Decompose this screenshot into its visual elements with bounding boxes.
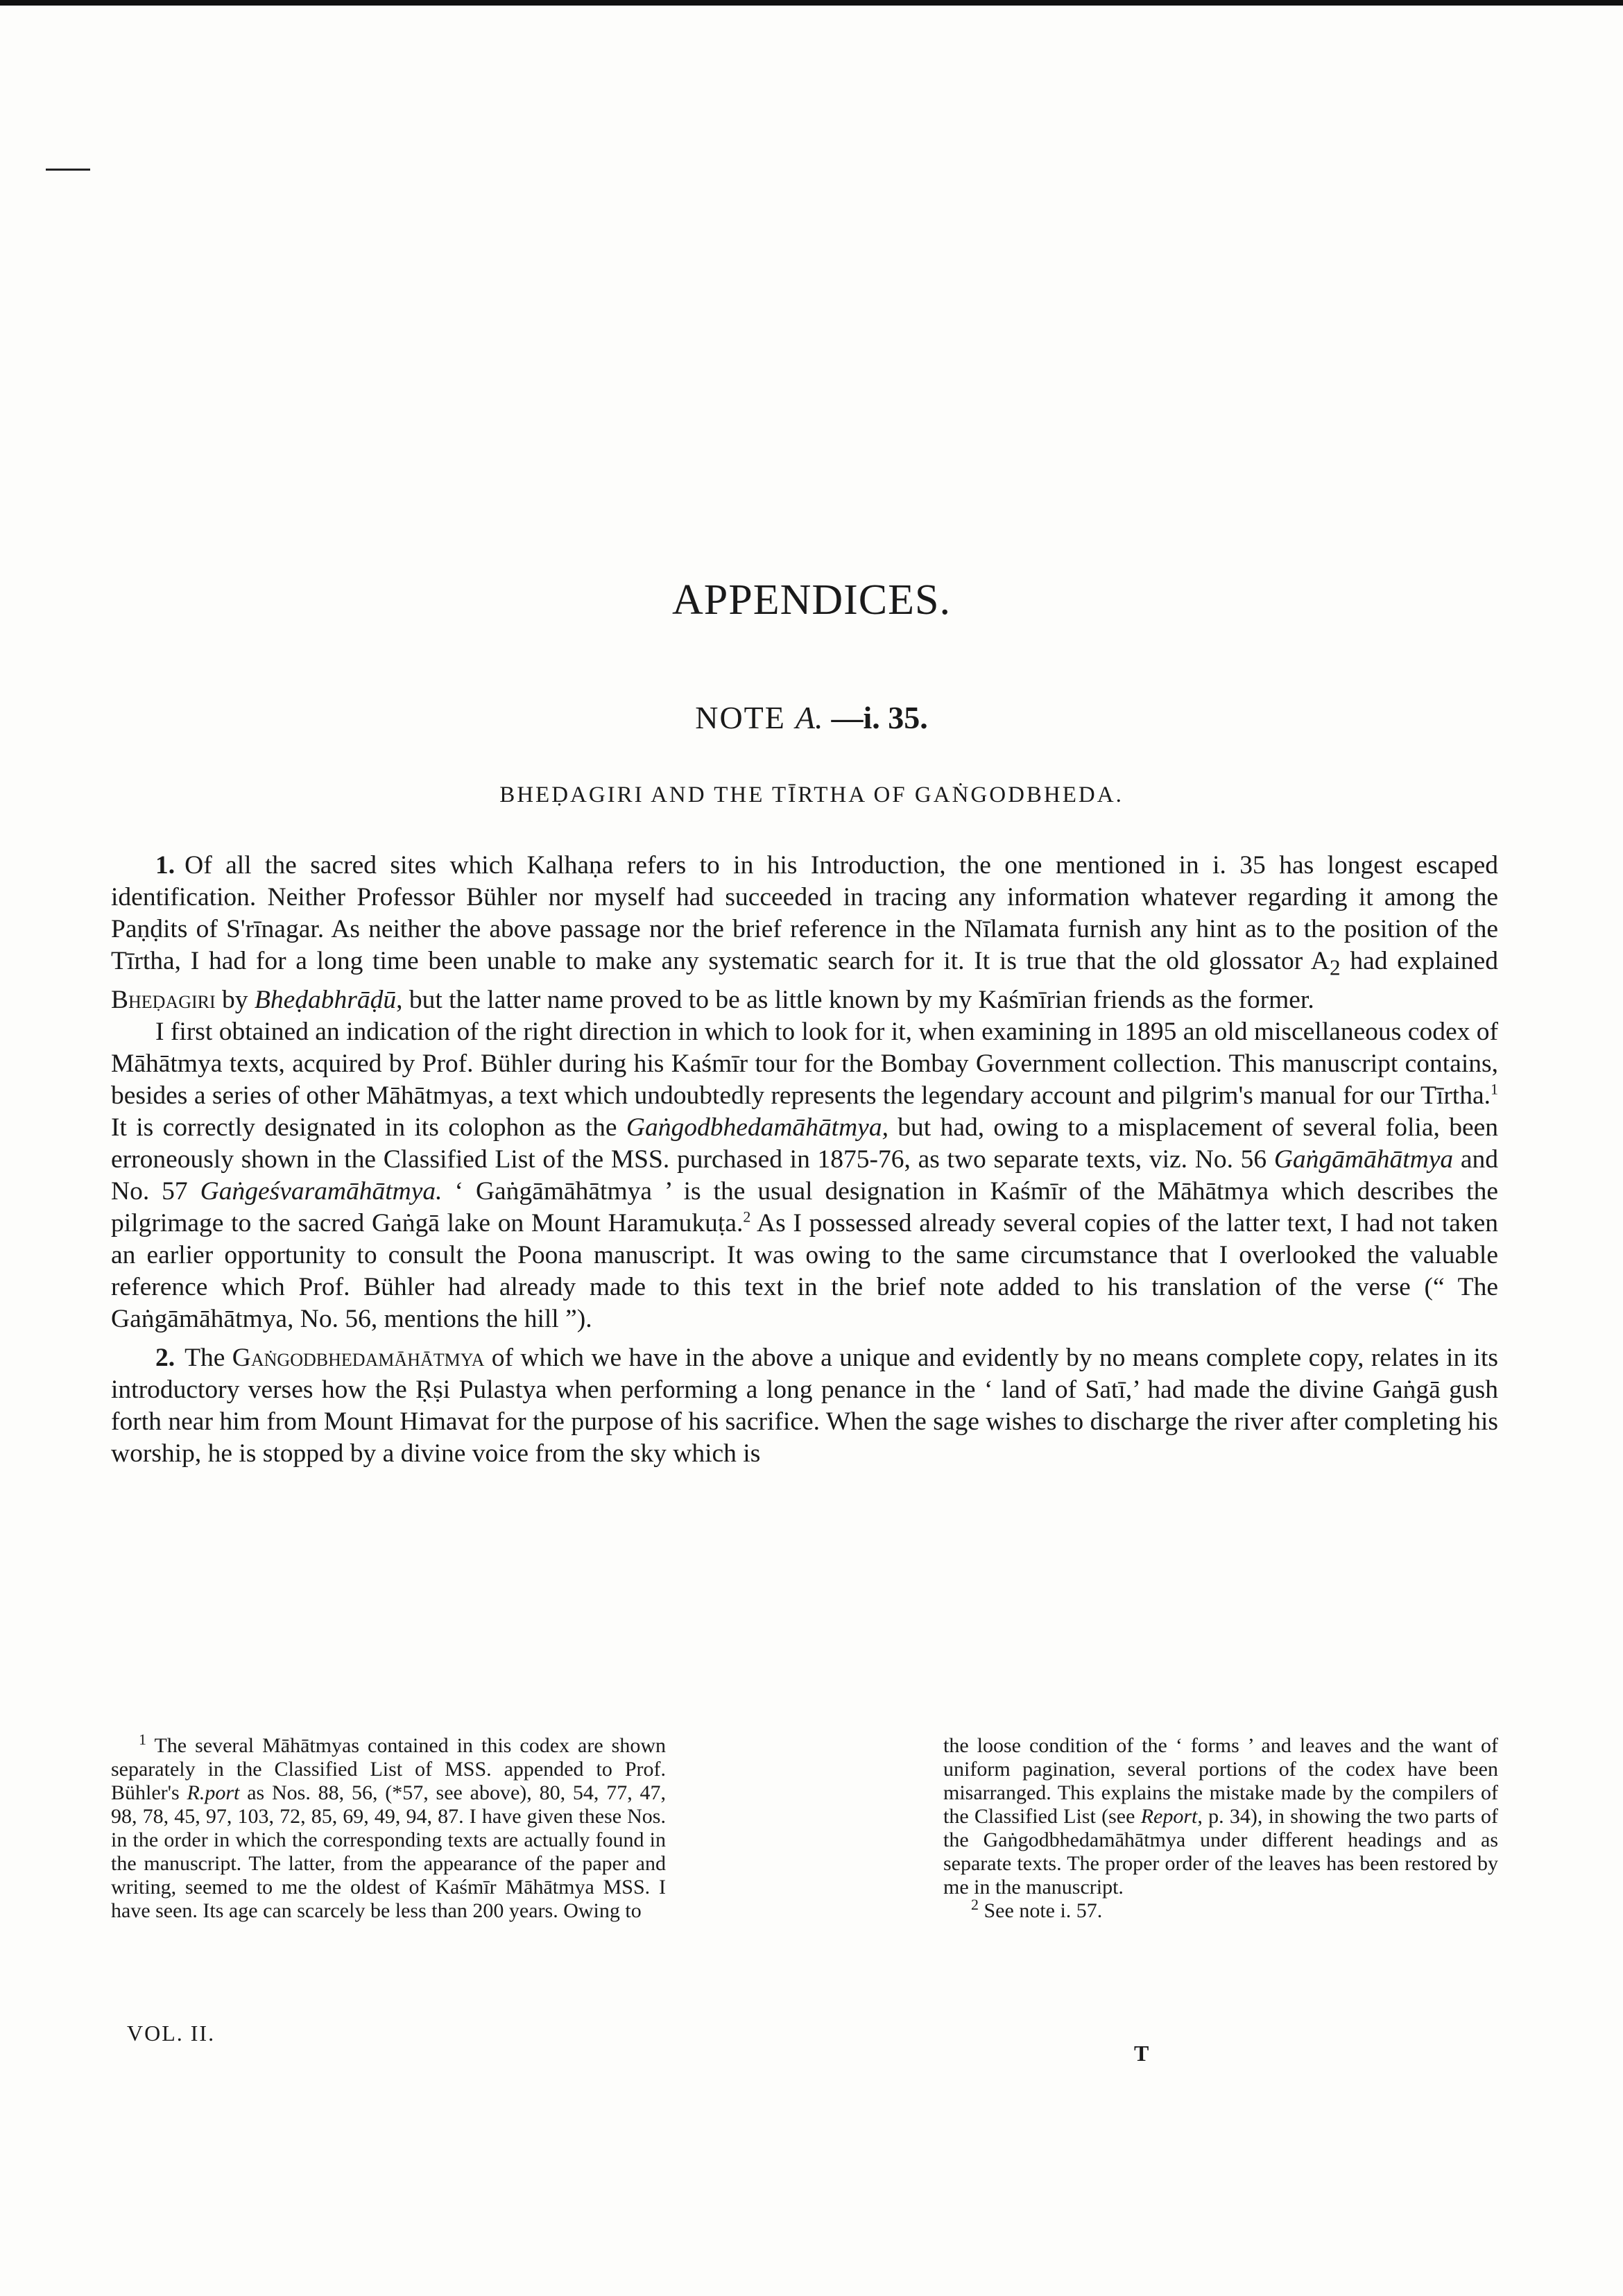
small-caps-term: Bheḍagiri xyxy=(111,985,216,1014)
text-run: ‘ Gaṅgāmāhātmya ’ is the usual designation in Kaśmīr of the Māhātmya which describes the pilgrimage to the sacred Gaṅgā lake on Mount Haramukuṭa. xyxy=(111,1176,1498,1237)
text-run: , p. 34), in showing the two parts of the Gaṅgodbhedamāhātmya under different headings and as separate texts. The proper order of the leaves has been restored by me in the manuscript. xyxy=(943,1805,1498,1899)
page-title: APPENDICES. xyxy=(671,576,951,624)
margin-dash xyxy=(46,169,90,171)
text-run: See note i. 57. xyxy=(979,1899,1103,1922)
note-subtitle: BHEḌAGIRI AND THE TĪRTHA OF GAṄGODBHEDA. xyxy=(499,782,1124,807)
section-number: 1. xyxy=(155,851,175,880)
italic-term: Gaṅgodbhedamāhātmya, xyxy=(626,1113,888,1142)
volume-signature: VOL. II. xyxy=(127,2021,216,2046)
text-run: I first obtained an indication of the right direction in which to look for it, when examining in 1895 an old miscellaneous codex of Māhātmya texts, acquired by Prof. Bühler during his Kaśmīr tour for the Bombay Government collection. This manuscript contains, besides a series of other Māhātmyas, a text which undoubtedly represents the legendary account and pilgrim's manual for our Tīrtha. xyxy=(111,1017,1498,1110)
footnote-column-right xyxy=(943,1734,1498,2025)
body-text xyxy=(111,850,1498,1470)
footnote-1-continued xyxy=(943,1734,1498,1899)
top-border-rule xyxy=(0,0,1623,6)
signature-mark: T xyxy=(1134,2041,1149,2066)
text-run: had explained xyxy=(1340,947,1499,975)
paragraph-1 xyxy=(111,850,1498,1016)
italic-term: Gaṅgeśvaramāhātmya. xyxy=(200,1176,443,1206)
text-run: and No. 57 xyxy=(111,1145,1498,1206)
note-heading xyxy=(0,699,1623,736)
text-run: Of all the sacred sites which Kalhaṇa refers to in his Introduction, the one mentioned in i. 35 has longest escaped identification. Neither Professor Bühler nor myself had succeeded in tracing any information whatever regarding it among the Paṇḍits of S'rīnagar. As neither the above passage nor the brief reference in the Nīlamata furnish any hint as to the position of the Tīrtha, I had for a long time been unable to make any systematic search for it. It is true that the old glossator A xyxy=(111,851,1498,975)
subscript: 2 xyxy=(1330,955,1341,980)
italic-term: Report xyxy=(1140,1805,1198,1828)
italic-term: R.port xyxy=(187,1781,240,1804)
footnote-2 xyxy=(943,1896,1498,1923)
text-run: It is correctly designated in its colophon as the xyxy=(111,1113,626,1142)
text-run: As I possessed already several copies of the latter text, I had not taken an earlier opportunity to consult the Poona manuscript. It was owing to the same circumstance that I overlooked the valuable reference which Prof. Bühler had already made to this text in the brief note added to his translation of the verse (“ The Gaṅgāmāhātmya, No. 56, mentions the hill ”). xyxy=(111,1208,1498,1333)
section-number: 2. xyxy=(155,1343,175,1372)
text-run: but had, owing to a misplacement of several folia, been erroneously shown in the Classified List of the MSS. purchased in 1875-76, as two separate texts, viz. No. 56 xyxy=(111,1113,1498,1174)
footnotes xyxy=(111,1731,1498,2025)
footnote-marker[interactable]: 1 xyxy=(1491,1080,1498,1097)
footnote-marker: 1 xyxy=(139,1731,146,1748)
italic-term: Bheḍabhrāḍū xyxy=(254,985,397,1014)
text-run: of which we have in the above a unique and evidently by no means complete copy, relates in its introductory verses how the Ṛṣi Pulastya when performing a long penance in the ‘ land of Satī,’ had made the divine Gaṅgā gush forth near him from Mount Himavat for the purpose of his sacrifice. When the sage wishes to discharge the river after completing his worship, he is stopped by a divine voice from the sky which is xyxy=(111,1343,1498,1468)
footnote-column-left xyxy=(111,1731,667,2025)
paragraph-3 xyxy=(111,1342,1498,1470)
text-run: The several Māhātmyas contained in this codex are shown separately in the Classified List of MSS. appended to Prof. Bühler's xyxy=(111,1734,666,1804)
text-run: as Nos. 88, 56, (*57, see above), 80, 54, 77, 47, 98, 78, 45, 97, 103, 72, 85, 69, 49, 94, 87. I have given these Nos. in the order in which the corresponding texts are actually found in the manuscript. The latter, from the appearance of the paper and writing, seemed to me the oldest of Kaśmīr Māhātmya MSS. I have seen. Its age can scarcely be less than 200 years. Owing to xyxy=(111,1781,667,1922)
note-letter: A. xyxy=(795,700,823,735)
paragraph-2 xyxy=(111,1016,1498,1335)
footnote-marker: 2 xyxy=(971,1896,979,1913)
footnote-marker[interactable]: 2 xyxy=(743,1208,751,1225)
note-reference: —i. 35. xyxy=(831,700,928,735)
text-run: The xyxy=(184,1343,232,1372)
italic-term: Gaṅgāmāhātmya xyxy=(1273,1145,1454,1174)
text-run: , but the latter name proved to be as little known by my Kaśmīrian friends as the former. xyxy=(396,985,1314,1014)
note-label: NOTE xyxy=(695,700,786,735)
small-caps-term: Gaṅgodbhedamāhātmya xyxy=(232,1343,485,1372)
text-run: by xyxy=(215,985,255,1014)
footnote-1 xyxy=(111,1731,667,1923)
text-run: the loose condition of the ‘ forms ’ and leaves and the want of uniform pagination, several portions of the codex have been misarranged. This explains the mistake made by the compilers of the Classified List (see xyxy=(943,1734,1498,1828)
